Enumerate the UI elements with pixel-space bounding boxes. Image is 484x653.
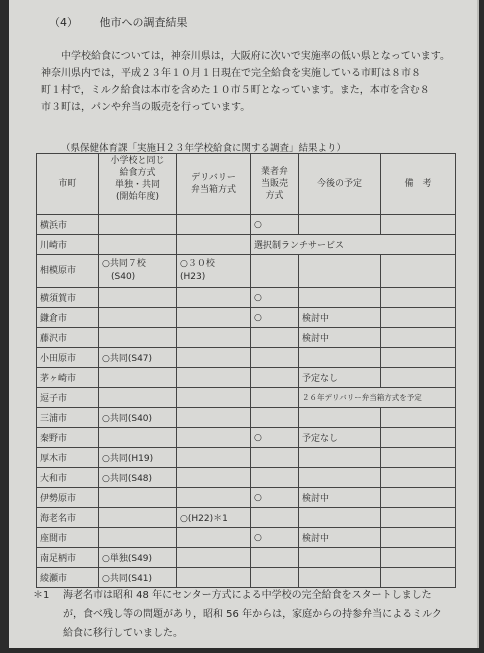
- paragraph-line: 町１村で，ミルク給食は本市を含めた１０市５町となっています。また，本市を含む８: [41, 85, 430, 96]
- table-cell: [299, 348, 381, 368]
- table-cell: [251, 328, 299, 348]
- table-cell: [381, 428, 456, 448]
- paragraph-line: 中学校給食については，神奈川県は，大阪府に次いで実施率の低い県となっています。: [61, 51, 450, 62]
- table-cell: 予定なし: [299, 428, 381, 448]
- table-row: [37, 528, 456, 548]
- table-cell: [177, 308, 251, 328]
- table-header-cell: デリバリー 弁当箱方式: [177, 154, 251, 215]
- municipality-cell: 小田原市: [37, 348, 99, 368]
- document-page: [9, 0, 479, 648]
- table-cell: ○共同(H19): [99, 448, 177, 468]
- table-row: [37, 568, 456, 588]
- section-number: （4）: [49, 16, 78, 29]
- table-cell: [381, 308, 456, 328]
- municipality-cell: 大和市: [37, 468, 99, 488]
- table-cell: [99, 428, 177, 448]
- municipality-cell: 鎌倉市: [37, 308, 99, 328]
- table-cell: [99, 235, 177, 255]
- table-cell: [99, 328, 177, 348]
- table-cell: ○共同７校 (S40): [99, 255, 177, 288]
- table-cell: [177, 288, 251, 308]
- table-cell: [99, 308, 177, 328]
- table-row: [37, 255, 456, 288]
- table-cell: 検討中: [299, 328, 381, 348]
- paragraph-line: 神奈川県内では，平成２３年１０月１日現在で完全給食を実施している市町は８市８: [41, 68, 421, 79]
- survey-results-table: [36, 153, 456, 588]
- table-cell: [381, 528, 456, 548]
- table-header-cell: 業者弁 当販売 方式: [251, 154, 299, 215]
- table-row: [37, 308, 456, 328]
- footnote-mark: ＊1: [33, 590, 50, 601]
- table-row: [37, 428, 456, 448]
- table-cell: [251, 368, 299, 388]
- table-cell: 検討中: [299, 528, 381, 548]
- table-cell: ○: [251, 528, 299, 548]
- table-cell: ○: [251, 428, 299, 448]
- table-cell: [177, 328, 251, 348]
- table-cell: [299, 288, 381, 308]
- table-cell: ○３０校 (H23): [177, 255, 251, 288]
- table-cell: [381, 508, 456, 528]
- table-header-cell: 小学校と同じ 給食方式 単独・共同 (開始年度): [99, 154, 177, 215]
- municipality-cell: 横浜市: [37, 215, 99, 235]
- table-cell: [251, 408, 299, 428]
- table-cell: 予定なし: [299, 368, 381, 388]
- table-cell: 検討中: [299, 488, 381, 508]
- municipality-cell: 秦野市: [37, 428, 99, 448]
- municipality-cell: 厚木市: [37, 448, 99, 468]
- table-cell: [251, 255, 299, 288]
- table-cell: [381, 408, 456, 428]
- table-cell: [381, 368, 456, 388]
- table-cell: [299, 215, 381, 235]
- table-row: [37, 508, 456, 528]
- footnote-line: 海老名市は昭和 48 年にセンター方式による中学校の完全給食をスタートしました: [63, 590, 432, 601]
- municipality-cell: 三浦市: [37, 408, 99, 428]
- table-cell: [177, 215, 251, 235]
- municipality-cell: 川崎市: [37, 235, 99, 255]
- table-cell: [299, 548, 381, 568]
- table-cell: ○(H22)＊1: [177, 508, 251, 528]
- table-header-cell: 今後の予定: [299, 154, 381, 215]
- municipality-cell: 茅ヶ崎市: [37, 368, 99, 388]
- table-cell: ○共同(S47): [99, 348, 177, 368]
- table-cell: [381, 288, 456, 308]
- table-cell: [177, 468, 251, 488]
- table-cell: [177, 448, 251, 468]
- paragraph-line: 市３町は，パンや弁当の販売を行っています。: [41, 102, 251, 113]
- table-row: [37, 348, 456, 368]
- table-cell: [99, 215, 177, 235]
- municipality-cell: 相模原市: [37, 255, 99, 288]
- table-cell: ○共同(S48): [99, 468, 177, 488]
- table-cell: ○共同(S41): [99, 568, 177, 588]
- table-cell: ○: [251, 308, 299, 328]
- table-cell: [299, 508, 381, 528]
- table-cell: [99, 288, 177, 308]
- table-cell: [177, 235, 251, 255]
- table-cell: [381, 215, 456, 235]
- table-row: [37, 448, 456, 468]
- table-row: [37, 288, 456, 308]
- table-cell: [251, 548, 299, 568]
- municipality-cell: 綾瀬市: [37, 568, 99, 588]
- table-row: [37, 235, 456, 255]
- municipality-cell: 藤沢市: [37, 328, 99, 348]
- table-cell: [299, 408, 381, 428]
- municipality-cell: 海老名市: [37, 508, 99, 528]
- table-header-cell: 市町: [37, 154, 99, 215]
- municipality-cell: 伊勢原市: [37, 488, 99, 508]
- table-cell: [299, 468, 381, 488]
- footnote-line: が，食べ残し等の問題があり，昭和 56 年からは，家庭からの持参弁当によるミルク: [63, 609, 442, 620]
- table-cell: [381, 468, 456, 488]
- footnote: [33, 586, 459, 643]
- table-cell: [381, 548, 456, 568]
- table-cell: 検討中: [299, 308, 381, 328]
- municipality-cell: 横須賀市: [37, 288, 99, 308]
- municipality-cell: 逗子市: [37, 388, 99, 408]
- table-cell: ○: [251, 215, 299, 235]
- table-row: [37, 408, 456, 428]
- table-cell: [381, 568, 456, 588]
- municipality-cell: 座間市: [37, 528, 99, 548]
- table-cell: [177, 348, 251, 368]
- table-cell: [177, 428, 251, 448]
- table-body: [37, 215, 456, 588]
- section-title: 他市への調査結果: [99, 16, 188, 29]
- table-cell: [251, 568, 299, 588]
- table-cell: [177, 548, 251, 568]
- table-header-cell: 備 考: [381, 154, 456, 215]
- table-cell: ２６年デリバリー弁当箱方式を予定: [299, 388, 456, 408]
- table-cell: [99, 388, 177, 408]
- table-row: [37, 215, 456, 235]
- table-cell: [381, 448, 456, 468]
- table-row: [37, 488, 456, 508]
- table-source-caption: （県保健体育課「実施Ｈ２３年学校給食に関する調査」結果より）: [61, 143, 347, 154]
- table-cell: [177, 368, 251, 388]
- table-cell: ○単独(S49): [99, 548, 177, 568]
- table-cell: [251, 448, 299, 468]
- table-cell: [251, 508, 299, 528]
- table-cell: [299, 255, 381, 288]
- table-cell: [299, 448, 381, 468]
- table-cell: [177, 488, 251, 508]
- table-cell: [251, 388, 299, 408]
- table-cell: [99, 528, 177, 548]
- table-cell: ○: [251, 288, 299, 308]
- section-heading: [49, 14, 188, 30]
- table-cell: [177, 568, 251, 588]
- table-cell: [99, 488, 177, 508]
- table-cell: [299, 568, 381, 588]
- table-cell: ○共同(S40): [99, 408, 177, 428]
- table-cell: [381, 328, 456, 348]
- table-cell: [381, 255, 456, 288]
- table-cell: [99, 368, 177, 388]
- table-cell: [177, 408, 251, 428]
- table-row: [37, 388, 456, 408]
- table-cell: [99, 508, 177, 528]
- table-header-row: [37, 154, 456, 215]
- intro-paragraph: [41, 48, 451, 116]
- table-cell: [251, 348, 299, 368]
- table-row: [37, 468, 456, 488]
- footnote-line: 給食に移行していました。: [63, 628, 183, 639]
- table-cell: 選択制ランチサービス: [251, 235, 456, 255]
- table-row: [37, 548, 456, 568]
- municipality-cell: 南足柄市: [37, 548, 99, 568]
- table-cell: [381, 348, 456, 368]
- table-row: [37, 368, 456, 388]
- table-cell: ○: [251, 488, 299, 508]
- table-cell: [177, 528, 251, 548]
- table-cell: [251, 468, 299, 488]
- table-cell: [381, 488, 456, 508]
- table-cell: [177, 388, 251, 408]
- table-row: [37, 328, 456, 348]
